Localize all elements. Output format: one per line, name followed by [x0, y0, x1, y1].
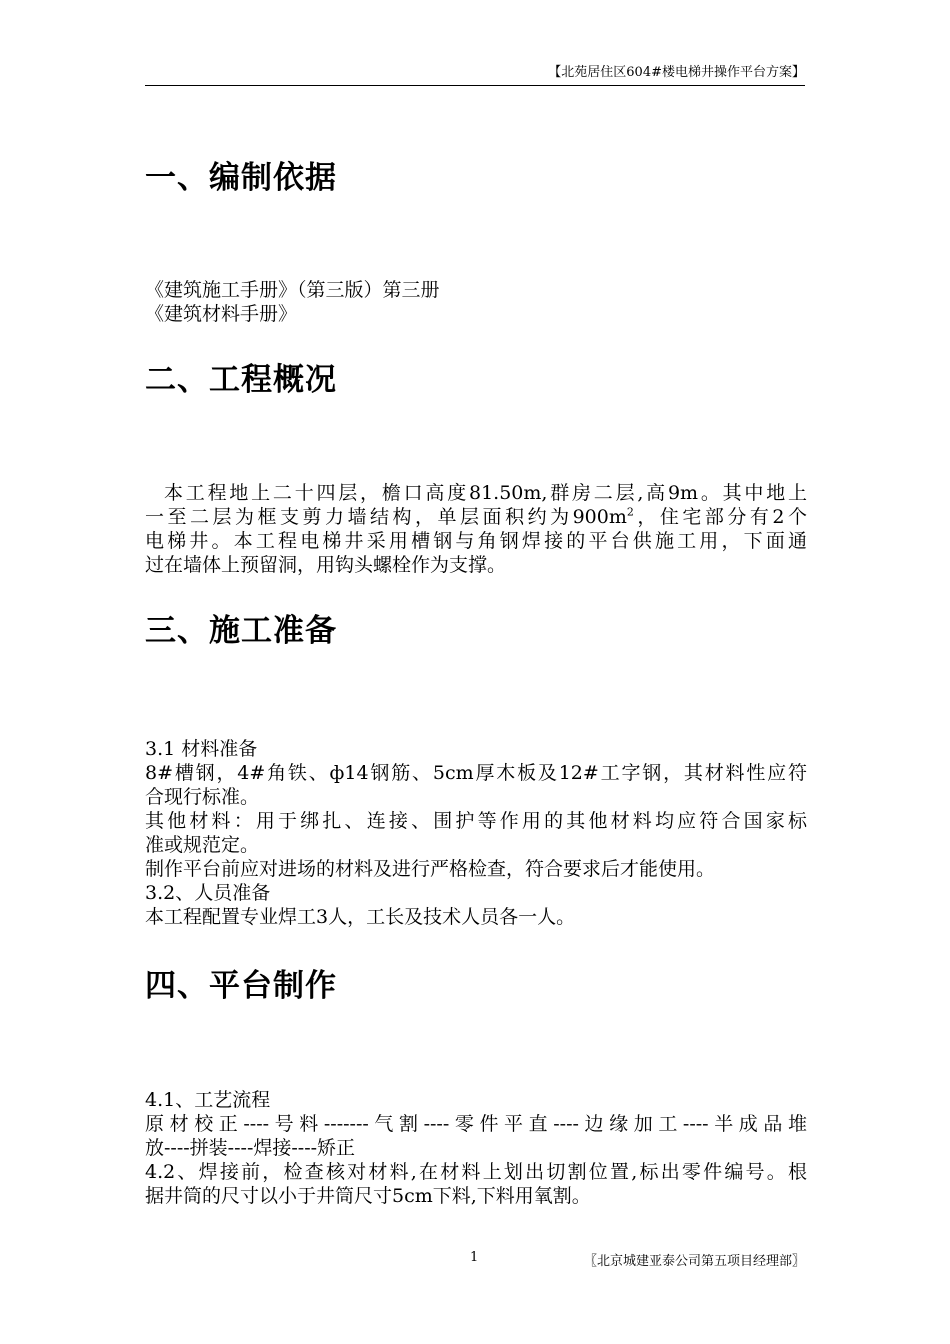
section-heading-fabrication: 四、平台制作 [145, 968, 337, 1004]
section-heading-basis: 一、编制依据 [145, 160, 337, 196]
section-heading-overview: 二、工程概况 [145, 362, 337, 398]
paragraph-line: 电梯井。本工程电梯井采用槽钢与角钢焊接的平台供施工用，下面通 [145, 530, 807, 552]
section-heading-preparation: 三、施工准备 [145, 613, 337, 649]
subheading: 3.2、人员准备 [145, 882, 271, 904]
paragraph-line: 制作平台前应对进场的材料及进行严格检查，符合要求后才能使用。 [145, 858, 716, 880]
section-body-fabrication [145, 1088, 807, 1208]
reference-line: 《建筑施工手册》（第三版）第三册 [145, 279, 440, 301]
footer-organization: 〖北京城建亚泰公司第五项目经理部〗 [583, 1254, 805, 1269]
paragraph-line: 合现行标准。 [145, 786, 260, 808]
section-body-preparation [145, 737, 807, 929]
paragraph-line: 8#槽钢，4#角铁、ф14钢筋、5cm厚木板及12#工字钢，其材料性应符 [145, 762, 807, 784]
reference-line: 《建筑材料手册》 [145, 303, 298, 325]
paragraph-line: 本工程地上二十四层，檐口高度81.50m,群房二层,高9m。其中地上 [164, 482, 807, 504]
subheading: 4.1、工艺流程 [145, 1089, 271, 1111]
section-body-overview [145, 481, 807, 577]
paragraph-line [145, 505, 807, 529]
paragraph-line: 本工程配置专业焊工3人，工长及技术人员各一人。 [145, 906, 576, 928]
subheading: 3.1 材料准备 [145, 738, 258, 760]
page-number: 1 [470, 1250, 479, 1265]
area-text: 一至二层为框支剪力墙结构，单层面积约为900m [145, 506, 627, 528]
page-header: 【北苑居住区604#楼电梯井操作平台方案】 [548, 65, 805, 80]
paragraph-line: 据井筒的尺寸以小于井筒尺寸5cm下料,下料用氧割。 [145, 1185, 591, 1207]
area-text-cont: ，住宅部分有2个 [633, 506, 807, 528]
paragraph-line: 准或规范定。 [145, 834, 260, 856]
section-body-basis [145, 278, 807, 326]
paragraph-line: 其他材料：用于绑扎、连接、围护等作用的其他材料均应符合国家标 [145, 810, 807, 832]
header-rule [145, 85, 805, 86]
paragraph-line: 过在墙体上预留洞，用钩头螺栓作为支撑。 [145, 554, 507, 576]
paragraph-line: 原材校正----号料-------气割----零件平直----边缘加工----半成品堆 [145, 1113, 807, 1135]
superscript-2: 2 [626, 505, 634, 519]
paragraph-line: 4.2、焊接前，检查核对材料,在材料上划出切割位置,标出零件编号。根 [145, 1161, 807, 1183]
paragraph-line: 放----拼装----焊接----矫正 [145, 1137, 356, 1159]
